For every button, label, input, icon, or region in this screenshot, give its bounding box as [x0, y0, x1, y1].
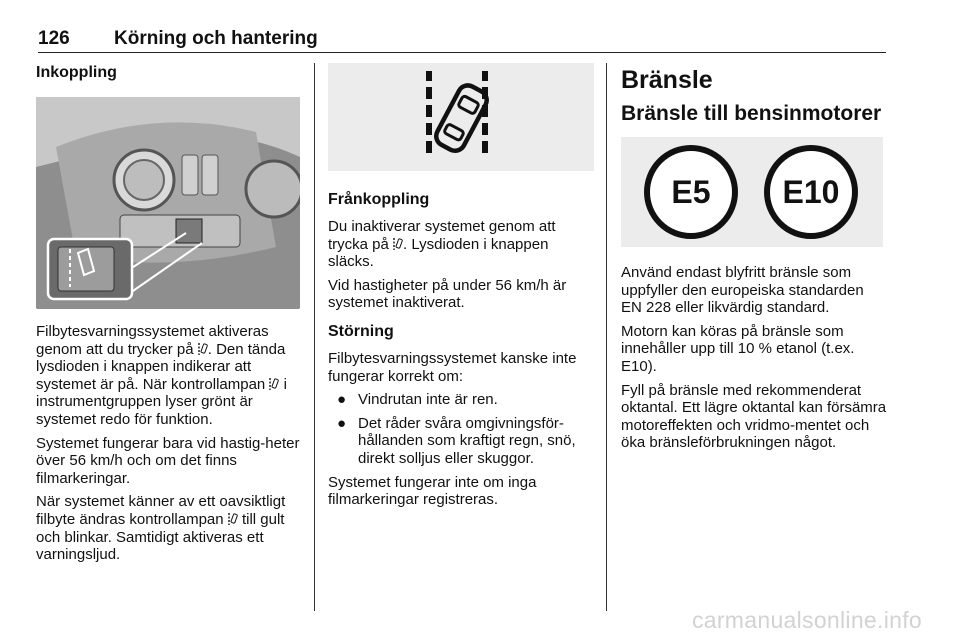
- column-deactivation: [328, 63, 594, 515]
- page-number: 126: [38, 28, 70, 49]
- column-divider: [606, 63, 607, 611]
- paragraph-no-markings: Systemet fungerar inte om inga filmarkeringar registreras.: [328, 473, 537, 509]
- list-item: ● Vindrutan inte är ren.: [337, 391, 498, 409]
- paragraph-fuel-standard: Använd endast blyfritt bränsle som uppfyller den europeiska standarden EN 228 eller likvärdig standard.: [621, 264, 864, 317]
- section-heading-fault: Störning: [328, 322, 394, 340]
- lane-departure-icon: [269, 377, 279, 389]
- list-item: ● Det råder svåra omgivningsför-hållanden som kraftigt regn, snö, direkt solljus eller skuggor.: [337, 414, 576, 467]
- column-activation: [36, 63, 300, 570]
- paragraph-warning: När systemet känner av ett oavsiktligt filbyte ändras kontrollampan till gult och blinkar. Samtidigt aktiveras ett varningsljud.: [36, 493, 286, 564]
- lane-departure-symbol: [328, 63, 594, 171]
- paragraph-ethanol: Motorn kan köras på bränsle som innehåller upp till 10 % etanol (t.ex. E10).: [621, 322, 855, 375]
- fuel-label-e5-text: E5: [671, 174, 711, 210]
- fault-list: [328, 391, 594, 467]
- paragraph-speed-condition: Systemet fungerar bara vid hastig-heter över 56 km/h och om det finns filmarkeringar.: [36, 434, 300, 487]
- section-heading-activation: Inkoppling: [36, 64, 117, 81]
- fuel-labels-figure: [621, 137, 883, 247]
- section-title-fuel: Bränsle: [621, 66, 713, 94]
- watermark: carmanualsonline.info: [691, 607, 922, 633]
- section-subtitle-petrol: Bränsle till bensinmotorer: [621, 102, 882, 125]
- paragraph-activation: Filbytesvarningssystemet aktiveras genom att du trycker på . Den tända lysdioden i knappen indikerar att systemet är på. När kontrollampan i instrumentgruppen lyser grönt är systemet redo för funktion.: [36, 323, 287, 428]
- paragraph-deactivation: Du inaktiverar systemet genom att trycka på . Lysdioden i knappen släcks.: [328, 218, 556, 271]
- paragraph-octane: Fyll på bränsle med rekommenderat oktantal. Ett lägre oktantal kan försämra motoreffekten och vridmo-mentet och öka bränsleförbrukningen något.: [621, 381, 887, 452]
- chapter-title: Körning och hantering: [114, 28, 318, 49]
- lane-departure-icon: [393, 237, 403, 249]
- column-fuel: [621, 63, 887, 458]
- fuel-label-e10-text: E10: [782, 174, 840, 210]
- paragraph-fault: Filbytesvarningssystemet kanske inte fungerar korrekt om:: [328, 349, 577, 385]
- column-divider: [314, 63, 315, 611]
- lane-departure-icon: [198, 342, 208, 354]
- paragraph-low-speed: Vid hastigheter på under 56 km/h är systemet inaktiverat.: [328, 276, 567, 312]
- page-header: [38, 28, 886, 53]
- bullet: ●: [337, 391, 347, 409]
- section-heading-deactivation: Frånkoppling: [328, 191, 430, 208]
- lane-departure-icon: [228, 512, 238, 524]
- bullet: ●: [337, 414, 347, 432]
- car-interior-photo: [36, 97, 300, 309]
